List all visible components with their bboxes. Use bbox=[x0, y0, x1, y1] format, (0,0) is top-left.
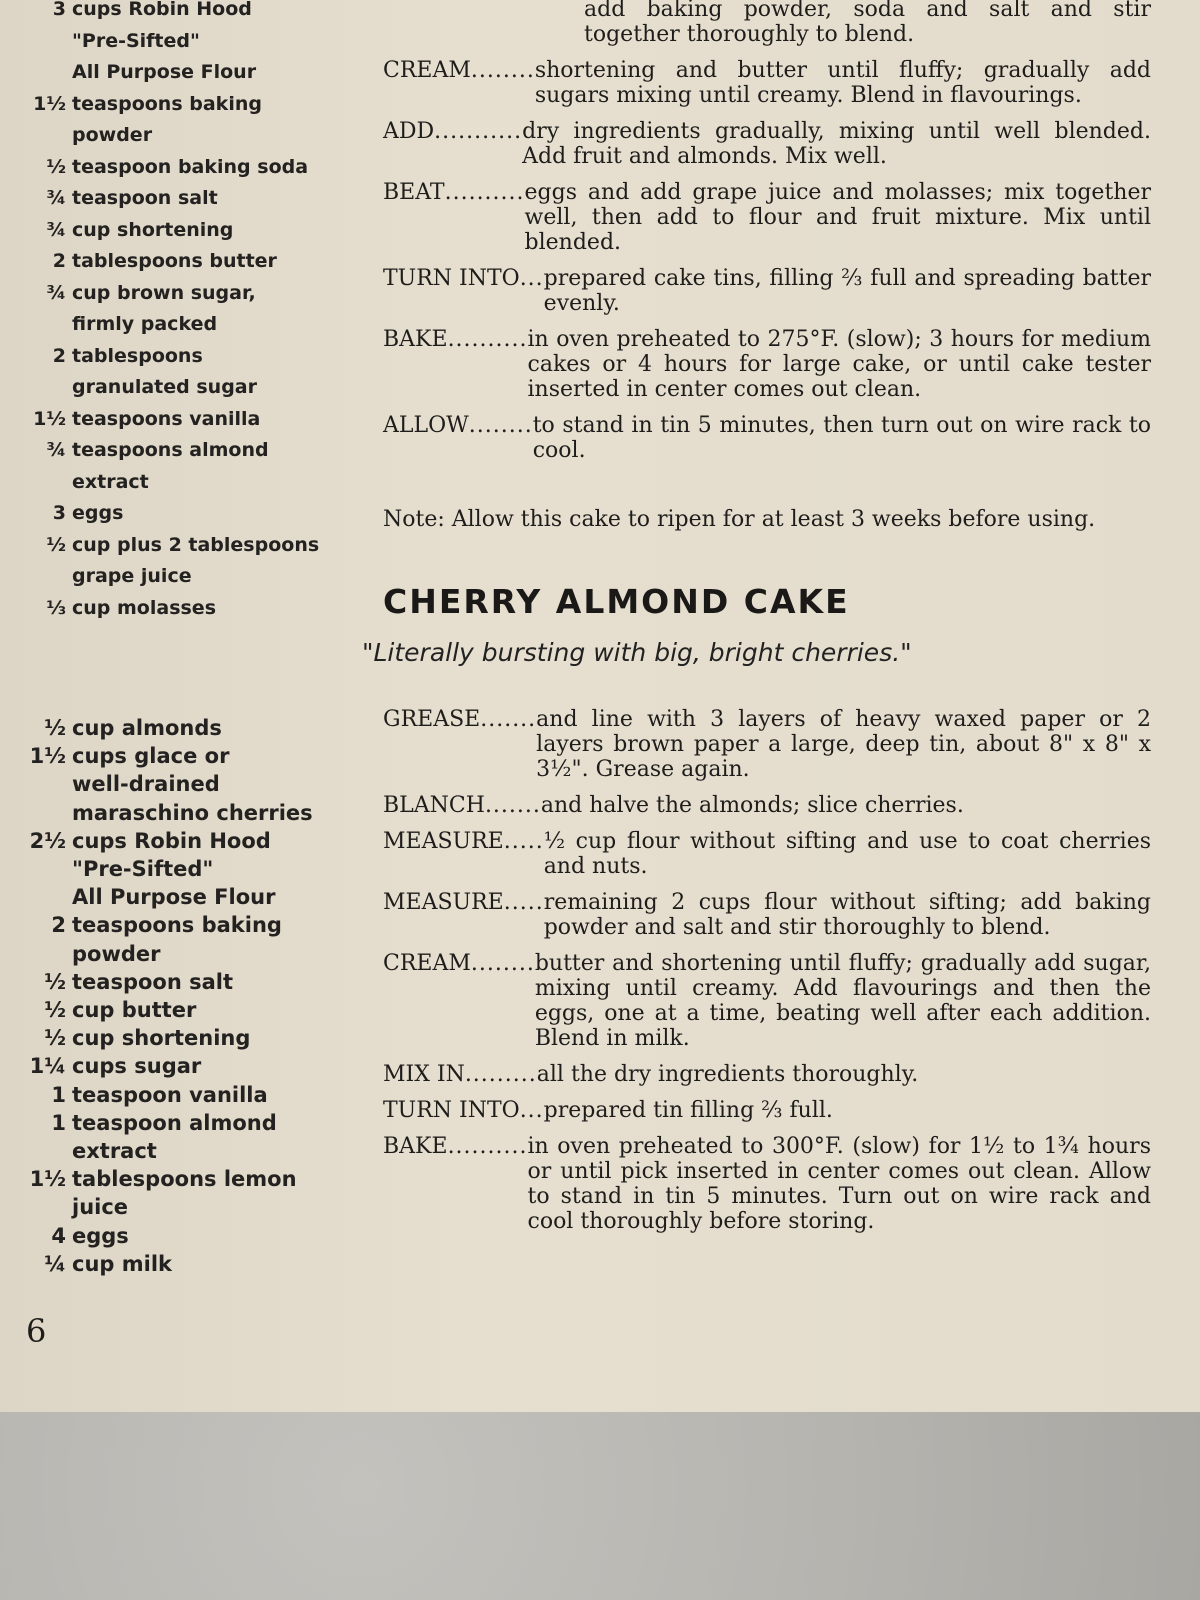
ingredient-item bbox=[0, 1052, 345, 1080]
step-action: BAKE bbox=[383, 327, 448, 352]
ingredient-line: All Purpose Flour bbox=[72, 885, 276, 910]
ingredient-line: teaspoons almond extract bbox=[72, 439, 269, 493]
method-step bbox=[383, 119, 1151, 169]
ingredient-line: cup plus 2 tablespoons bbox=[72, 533, 320, 556]
ingredient-description bbox=[72, 215, 345, 247]
step-leader-dots: .......... bbox=[447, 1134, 528, 1159]
ingredient-line: maraschino cherries bbox=[72, 800, 313, 825]
ingredient-line: teaspoon almond bbox=[72, 1110, 277, 1135]
ingredient-item bbox=[0, 435, 345, 498]
ingredient-line: cup butter bbox=[72, 998, 197, 1023]
ingredient-item bbox=[0, 246, 345, 278]
ingredient-line: firmly packed bbox=[72, 313, 218, 335]
ingredient-item bbox=[0, 1109, 345, 1165]
ingredient-line: extract bbox=[72, 1139, 157, 1164]
ingredient-description bbox=[72, 742, 345, 827]
step-instruction: all the dry ingredients thoroughly. bbox=[536, 1062, 919, 1087]
ingredient-description bbox=[72, 498, 345, 530]
method-step bbox=[383, 951, 1151, 1051]
ingredient-quantity: 1½ bbox=[29, 744, 66, 769]
ingredient-description bbox=[72, 404, 345, 436]
ingredient-description bbox=[72, 530, 345, 593]
ingredient-item bbox=[0, 996, 345, 1024]
step-instruction: eggs and add grape juice and molasses; mix together well, then add to flour and fruit mixture. Mix until blended. bbox=[524, 180, 1151, 255]
ingredient-quantity: 1½ bbox=[33, 407, 66, 430]
ingredient-item bbox=[0, 827, 345, 912]
ingredient-line: eggs bbox=[72, 502, 124, 524]
ingredient-quantity: ½ bbox=[44, 998, 66, 1023]
step-instruction: ½ cup flour without sifting and use to coat cherries and nuts. bbox=[543, 829, 1151, 879]
fruit-cake-method bbox=[383, 0, 1151, 474]
step-instruction: remaining 2 cups flour without sifting; add baking powder and salt and stir thoroughly to blend. bbox=[543, 890, 1151, 940]
ingredient-description bbox=[72, 1081, 345, 1109]
step-action: MIX IN bbox=[383, 1062, 465, 1087]
step-leader-dots: ......... bbox=[464, 1062, 537, 1087]
ingredient-item bbox=[0, 1081, 345, 1109]
ingredient-description bbox=[72, 183, 345, 215]
method-step bbox=[383, 829, 1151, 879]
ingredient-quantity: 2 bbox=[52, 250, 66, 272]
step-leader-dots: .......... bbox=[444, 180, 525, 205]
step-instruction: to stand in tin 5 minutes, then turn out on wire rack to cool. bbox=[532, 413, 1151, 463]
step-instruction: in oven preheated to 275°F. (slow); 3 hours for medium cakes or 4 hours for large cake, or until cake tester inserted in center comes out clean. bbox=[527, 327, 1151, 402]
method-step bbox=[383, 413, 1151, 463]
ingredient-description bbox=[72, 341, 345, 404]
ingredient-quantity: 1½ bbox=[33, 92, 66, 115]
continuation-text: add baking powder, soda and salt and stir together thoroughly to blend. bbox=[584, 0, 1151, 47]
recipe-subtitle: "Literally bursting with big, bright cherries." bbox=[362, 638, 912, 667]
ingredient-description bbox=[72, 1024, 345, 1052]
ingredient-item bbox=[0, 89, 345, 152]
ingredient-quantity: 3 bbox=[52, 502, 66, 524]
method-step bbox=[383, 266, 1151, 316]
step-leader-dots: ... bbox=[519, 266, 544, 291]
ingredient-line: eggs bbox=[72, 1223, 129, 1248]
fruit-cake-ingredient-list bbox=[0, 0, 345, 624]
ingredient-quantity: 2½ bbox=[29, 828, 66, 853]
method-step bbox=[383, 890, 1151, 940]
ingredient-description bbox=[72, 278, 345, 341]
step-instruction: shortening and butter until fluffy; gradually add sugars mixing until creamy. Blend in flavourings. bbox=[534, 58, 1151, 108]
ingredient-description bbox=[72, 246, 345, 278]
method-continuation bbox=[383, 0, 1151, 47]
ingredient-quantity: 1¼ bbox=[29, 1054, 66, 1079]
ingredient-quantity: ¾ bbox=[46, 439, 66, 461]
recipe-title: CHERRY ALMOND CAKE bbox=[383, 582, 850, 621]
ingredient-item bbox=[0, 404, 345, 436]
ingredient-item bbox=[0, 1024, 345, 1052]
ingredient-item bbox=[0, 742, 345, 827]
ingredient-line: cup molasses bbox=[72, 596, 217, 619]
ingredient-line: grape juice bbox=[72, 565, 192, 587]
ingredient-item bbox=[0, 1222, 345, 1250]
ingredient-line: teaspoon vanilla bbox=[72, 1082, 268, 1107]
ingredient-quantity: ¼ bbox=[44, 1251, 66, 1276]
ingredient-line: cup milk bbox=[72, 1251, 172, 1276]
ingredient-description bbox=[72, 0, 345, 89]
ingredient-line: tablespoons bbox=[72, 344, 203, 367]
ingredient-item bbox=[0, 0, 345, 89]
method-step bbox=[383, 1134, 1151, 1234]
ingredient-description bbox=[72, 911, 345, 967]
step-leader-dots: ....... bbox=[480, 707, 537, 732]
step-action: TURN INTO bbox=[383, 266, 520, 291]
ingredient-quantity: 2 bbox=[51, 913, 66, 938]
ingredient-quantity: 2 bbox=[52, 344, 66, 367]
ingredient-line: cup shortening bbox=[72, 1026, 251, 1051]
step-instruction: dry ingredients gradually, mixing until well blended. Add fruit and almonds. Mix well. bbox=[522, 119, 1151, 169]
ingredient-line: cups glace or bbox=[72, 744, 230, 769]
method-step bbox=[383, 1098, 1151, 1123]
ingredient-item bbox=[0, 341, 345, 404]
ingredient-description bbox=[72, 996, 345, 1024]
ingredient-line: well-drained bbox=[72, 772, 220, 797]
ingredient-quantity: 1 bbox=[51, 1110, 66, 1135]
ingredient-item bbox=[0, 498, 345, 530]
ingredient-quantity: ⅓ bbox=[46, 596, 66, 619]
ingredient-line: teaspoon salt bbox=[72, 187, 218, 209]
step-leader-dots: ........ bbox=[468, 413, 533, 438]
step-action: CREAM bbox=[383, 58, 471, 83]
ingredient-quantity: ½ bbox=[44, 969, 66, 994]
ingredient-description bbox=[72, 89, 345, 152]
step-instruction: and line with 3 layers of heavy waxed paper or 2 layers brown paper a large, deep tin, about 8" x 8" x 3½". Grease again. bbox=[536, 707, 1151, 782]
method-step bbox=[383, 180, 1151, 255]
ingredient-line: teaspoons baking bbox=[72, 913, 282, 938]
ingredient-description bbox=[72, 593, 345, 625]
ingredient-line: "Pre-Sifted" bbox=[72, 857, 214, 882]
ingredient-quantity: 1 bbox=[51, 1082, 66, 1107]
ingredient-line: teaspoon baking soda bbox=[72, 155, 309, 178]
ingredient-quantity: ¾ bbox=[46, 187, 66, 209]
ingredient-item bbox=[0, 215, 345, 247]
ingredient-quantity: 3 bbox=[52, 0, 66, 20]
ingredient-description bbox=[72, 1250, 345, 1278]
ingredient-quantity: ¾ bbox=[46, 218, 66, 241]
step-action: GREASE bbox=[383, 707, 481, 732]
ingredient-line: "Pre-Sifted" bbox=[72, 29, 200, 52]
step-action: MEASURE bbox=[383, 890, 504, 915]
ripening-note: Note: Allow this cake to ripen for at least 3 weeks before using. bbox=[383, 507, 1096, 532]
ingredient-line: cup shortening bbox=[72, 218, 234, 241]
ingredient-item bbox=[0, 1250, 345, 1278]
ingredient-description bbox=[72, 152, 345, 184]
ingredient-item bbox=[0, 152, 345, 184]
ingredient-quantity: 1½ bbox=[29, 1167, 66, 1192]
ingredient-line: teaspoons baking powder bbox=[72, 92, 262, 146]
step-instruction: prepared tin filling ⅔ full. bbox=[543, 1098, 833, 1123]
step-action: TURN INTO bbox=[383, 1098, 520, 1123]
ingredient-quantity: ½ bbox=[46, 155, 66, 178]
ingredient-quantity: ¾ bbox=[46, 281, 66, 304]
ingredient-quantity: ½ bbox=[46, 533, 66, 556]
step-instruction: in oven preheated to 300°F. (slow) for 1½ to 1¾ hours or until pick inserted in center comes out clean. Allow to stand in tin 5 minutes. Turn out on wire rack and cool thoroughly before storing. bbox=[527, 1134, 1151, 1234]
step-action: ALLOW bbox=[383, 413, 469, 438]
step-action: CREAM bbox=[383, 951, 471, 976]
method-step bbox=[383, 707, 1151, 782]
ingredient-item bbox=[0, 1165, 345, 1221]
ingredient-line: cups sugar bbox=[72, 1054, 202, 1079]
ingredient-quantity: ½ bbox=[44, 1026, 66, 1051]
method-step bbox=[383, 793, 1151, 818]
step-leader-dots: ..... bbox=[503, 890, 544, 915]
step-instruction: and halve the almonds; slice cherries. bbox=[540, 793, 964, 818]
cherry-almond-method bbox=[383, 707, 1151, 1245]
ingredient-line: cups Robin Hood bbox=[72, 0, 252, 20]
page-number: 6 bbox=[26, 1312, 47, 1350]
method-step bbox=[383, 327, 1151, 402]
step-leader-dots: ........... bbox=[434, 119, 523, 144]
step-leader-dots: ........ bbox=[470, 58, 535, 83]
ingredient-line: teaspoons vanilla bbox=[72, 407, 261, 430]
method-step bbox=[383, 58, 1151, 108]
ingredient-description bbox=[72, 968, 345, 996]
step-action: ADD bbox=[383, 119, 435, 144]
step-action: BEAT bbox=[383, 180, 445, 205]
step-leader-dots: ... bbox=[519, 1098, 544, 1123]
ingredient-description bbox=[72, 1165, 345, 1221]
ingredient-item bbox=[0, 530, 345, 593]
ingredient-line: granulated sugar bbox=[72, 376, 257, 398]
ingredient-line: teaspoon salt bbox=[72, 969, 234, 994]
ingredient-description bbox=[72, 1109, 345, 1165]
ingredient-line: tablespoons lemon bbox=[72, 1167, 297, 1192]
step-instruction: prepared cake tins, filling ⅔ full and spreading batter evenly. bbox=[543, 266, 1151, 316]
ingredient-item bbox=[0, 278, 345, 341]
ingredient-line: cups Robin Hood bbox=[72, 828, 271, 853]
ingredient-line: cup brown sugar, bbox=[72, 281, 256, 304]
ingredient-quantity: ½ bbox=[44, 716, 66, 740]
ingredient-line: powder bbox=[72, 941, 161, 966]
ingredient-line: All Purpose Flour bbox=[72, 61, 257, 83]
ingredient-quantity: 4 bbox=[51, 1223, 66, 1248]
ingredient-line: tablespoons butter bbox=[72, 250, 277, 272]
step-action: BLANCH bbox=[383, 793, 485, 818]
ingredient-description bbox=[72, 827, 345, 912]
step-action: MEASURE bbox=[383, 829, 504, 854]
ingredient-description bbox=[72, 435, 345, 498]
ingredient-line: cup almonds bbox=[72, 716, 222, 740]
cherry-almond-ingredient-list bbox=[0, 714, 345, 1278]
ingredient-item bbox=[0, 714, 345, 742]
step-leader-dots: ....... bbox=[484, 793, 541, 818]
ingredient-line: juice bbox=[72, 1195, 129, 1220]
ingredient-item bbox=[0, 593, 345, 625]
step-action: BAKE bbox=[383, 1134, 448, 1159]
step-instruction: butter and shortening until fluffy; gradually add sugar, mixing until creamy. Add flavourings and then the eggs, one at a time, beating well after each addition. Blend in milk. bbox=[534, 951, 1151, 1051]
step-leader-dots: ..... bbox=[503, 829, 544, 854]
step-leader-dots: ........ bbox=[470, 951, 535, 976]
ingredient-item bbox=[0, 968, 345, 996]
ingredient-item bbox=[0, 911, 345, 967]
ingredient-description bbox=[72, 714, 345, 742]
ingredient-description bbox=[72, 1052, 345, 1080]
ingredient-description bbox=[72, 1222, 345, 1250]
ingredient-item bbox=[0, 183, 345, 215]
table-surface bbox=[0, 1412, 1200, 1600]
method-step bbox=[383, 1062, 1151, 1087]
step-leader-dots: .......... bbox=[447, 327, 528, 352]
